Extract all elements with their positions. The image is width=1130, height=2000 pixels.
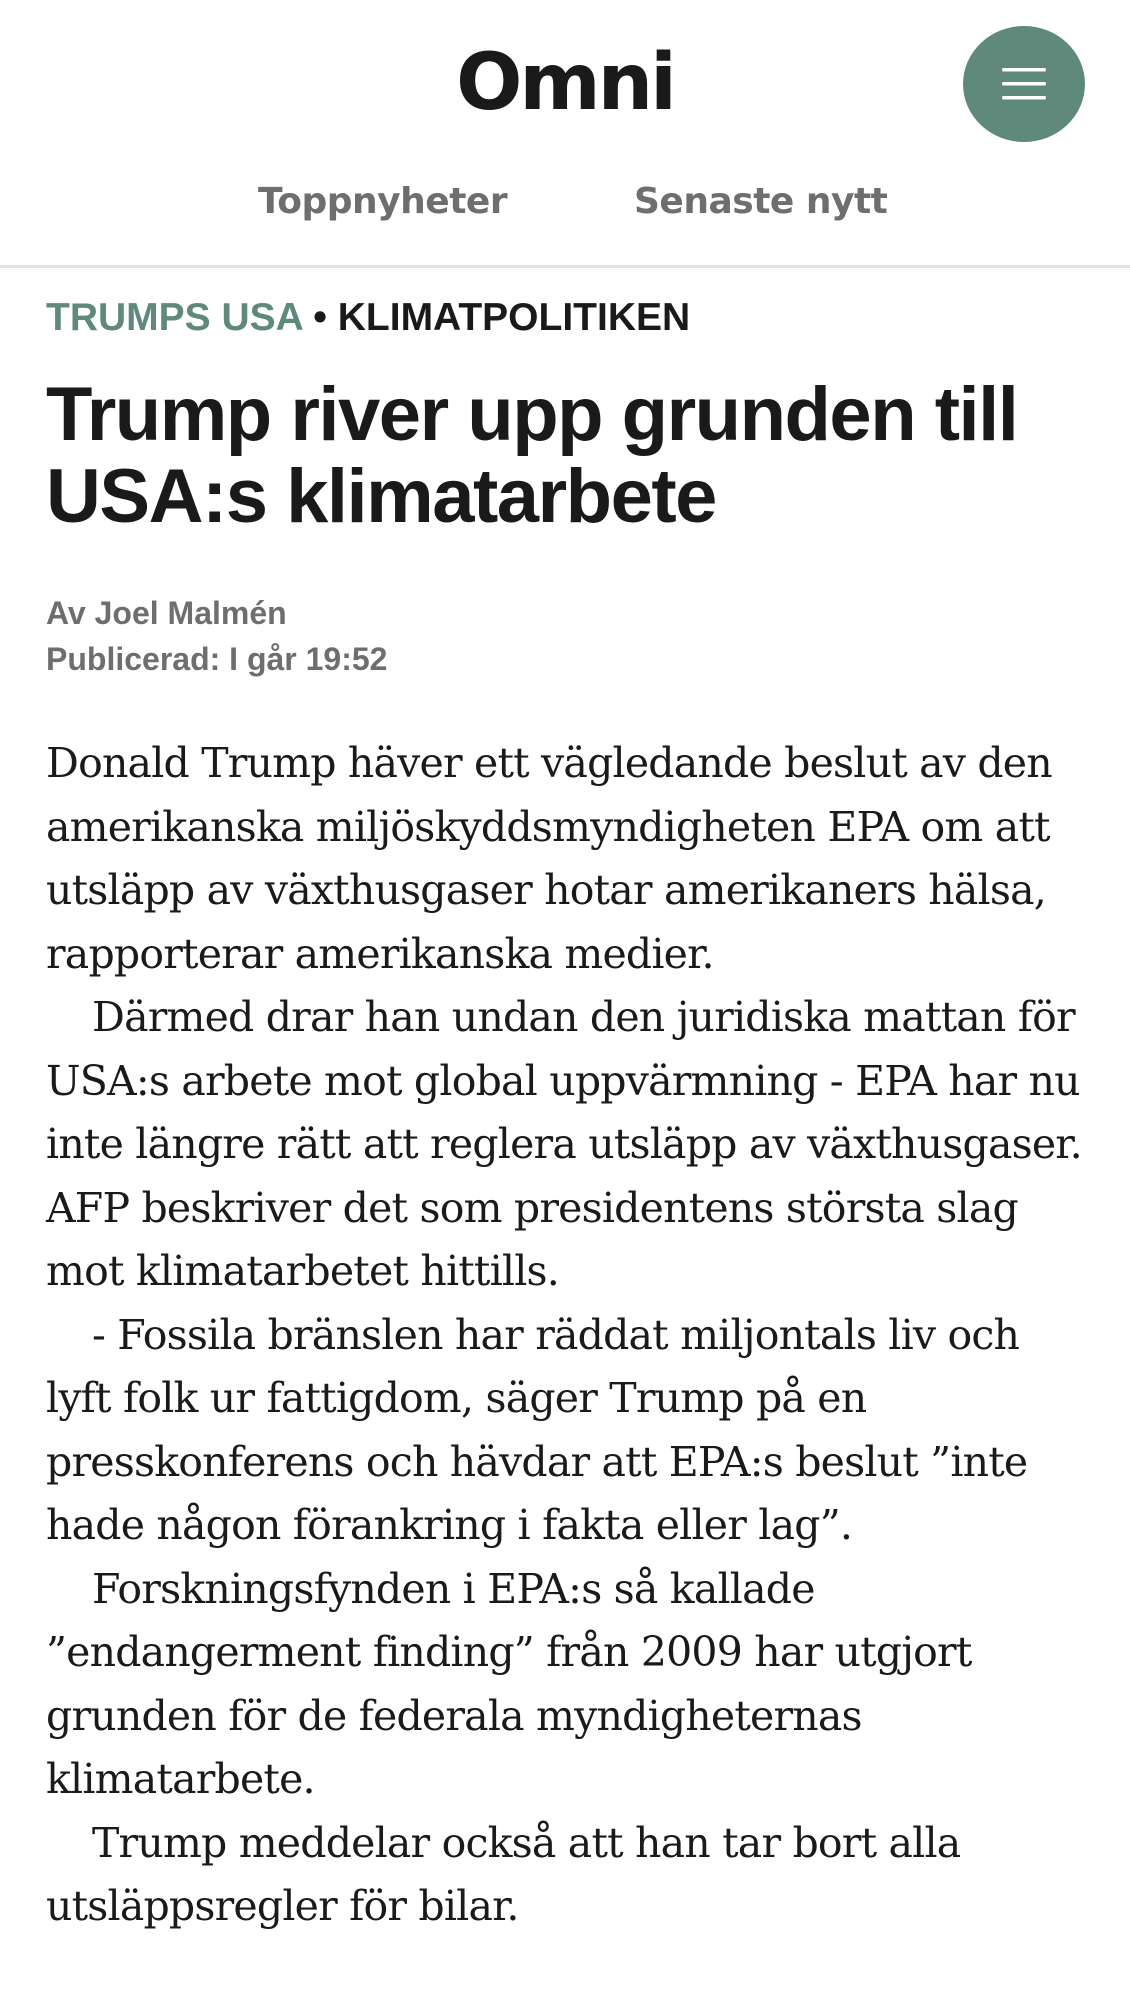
article-headline: Trump river upp grunden till USA:s klimatarbete — [46, 372, 1018, 539]
body-paragraph: Trump meddelar också att han tar bort alla utsläppsregler för bilar. — [46, 1818, 961, 1930]
article-body — [46, 732, 1096, 1939]
article-kicker — [46, 288, 1096, 348]
subtopic-link[interactable]: KLIMATPOLITIKEN — [337, 296, 691, 339]
site-logo[interactable]: Omni — [456, 38, 674, 128]
body-paragraph: Därmed drar han undan den juridiska mattan för USA:s arbete mot global uppvärmning - EPA har nu inte längre rätt att reglera utsläpp av växthusgaser. AFP beskriver det som presidentens största slag mot klimatarbetet hittills. — [46, 993, 1082, 1295]
body-paragraph: Forskningsfynden i EPA:s så kallade ”endangerment finding” från 2009 har utgjort grunden för de federala myndigheternas klimatarbete. — [46, 1564, 972, 1803]
body-paragraph: - Fossila bränslen har räddat miljontals liv och lyft folk ur fattigdom, säger Trump på en presskonferens och hävdar att EPA:s beslut ”inte hade någon förankring i fakta eller lag”. — [46, 1310, 1028, 1549]
article-byline — [46, 590, 1096, 682]
publish-time: Publicerad: I går 19:52 — [46, 641, 388, 677]
topic-link[interactable]: TRUMPS USA — [46, 296, 303, 339]
hamburger-menu-icon — [1002, 62, 1046, 106]
menu-button[interactable] — [963, 26, 1085, 142]
body-paragraph: Donald Trump häver ett vägledande beslut av den amerikanska miljöskyddsmyndigheten EPA om att utsläpp av växthusgaser hotar amerikaners hälsa, rapporterar amerikanska medier. — [46, 739, 1052, 978]
article — [46, 268, 1096, 1939]
author-name: Av Joel Malmén — [46, 595, 287, 631]
kicker-separator: • — [313, 296, 327, 339]
tab-senaste-nytt[interactable]: Senaste nytt — [634, 181, 888, 222]
tab-toppnyheter[interactable]: Toppnyheter — [258, 181, 508, 222]
site-header — [0, 0, 1130, 268]
